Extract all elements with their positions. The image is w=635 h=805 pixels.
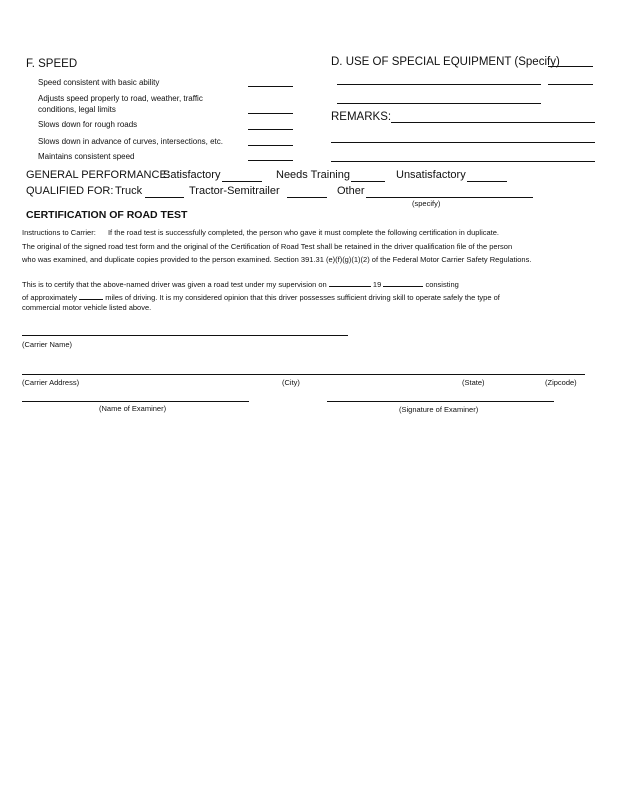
instructions-line-2: The original of the signed road test form and the original of the Certification of Road Test shall be retained in the driver qualification file of the person [22, 242, 513, 251]
speed-item-curves: Slows down in advance of curves, intersections, etc. [38, 137, 223, 146]
speed-blank-3[interactable] [248, 129, 293, 130]
examiner-signature-line[interactable] [327, 401, 554, 402]
special-equipment-title: D. USE OF SPECIAL EQUIPMENT (Specify) [331, 56, 560, 68]
needs-training-blank[interactable] [351, 181, 385, 182]
instructions-line-3: who was examined, and duplicate copies provided to the person examined. Section 391.31 (e)(f)(g)(1)(2) of the Federal Motor Carrier Safety Regulations. [22, 255, 532, 264]
certify-text-1b: 19 [372, 280, 382, 289]
speed-blank-4[interactable] [248, 145, 293, 146]
carrier-name-caption: (Carrier Name) [22, 340, 73, 349]
carrier-address-caption: (Carrier Address) [22, 378, 80, 387]
satisfactory-blank[interactable] [222, 181, 262, 182]
remarks-line-1[interactable] [391, 122, 595, 123]
road-test-date-blank[interactable] [329, 277, 371, 287]
remarks-line-2[interactable] [331, 142, 595, 143]
zipcode-caption: (Zipcode) [545, 378, 577, 387]
satisfactory-label: Satisfactory [163, 169, 221, 181]
speed-item-adjusts: Adjusts speed properly to road, weather, traffic [38, 94, 203, 103]
city-caption: (City) [282, 378, 300, 387]
speed-item-consistent: Maintains consistent speed [38, 152, 135, 161]
other-label: Other [337, 185, 365, 197]
examiner-signature-caption: (Signature of Examiner) [399, 405, 479, 414]
speed-section-title: F. SPEED [26, 58, 78, 70]
remarks-label: REMARKS: [331, 111, 392, 123]
speed-item-rough-roads: Slows down for rough roads [38, 120, 138, 129]
other-blank[interactable] [366, 197, 533, 198]
specify-caption: (specify) [412, 199, 441, 208]
special-equipment-blank-3[interactable] [337, 103, 541, 104]
road-test-year-blank[interactable] [383, 277, 423, 287]
special-equipment-blank-1[interactable] [337, 84, 541, 85]
special-equipment-blank-2[interactable] [548, 84, 593, 85]
special-equipment-blank-0[interactable] [548, 66, 593, 67]
certification-title: CERTIFICATION OF ROAD TEST [26, 209, 188, 221]
needs-training-label: Needs Training [276, 169, 350, 181]
truck-blank[interactable] [145, 197, 184, 198]
examiner-name-caption: (Name of Examiner) [99, 404, 167, 413]
certify-text-1c: consisting [425, 280, 459, 289]
carrier-address-line[interactable] [22, 374, 585, 375]
certify-text-1a: This is to certify that the above-named driver was given a road test under my supervision on [22, 280, 327, 289]
unsatisfactory-label: Unsatisfactory [396, 169, 466, 181]
speed-blank-2[interactable] [248, 113, 293, 114]
carrier-name-line[interactable] [22, 335, 348, 336]
speed-blank-1[interactable] [248, 86, 293, 87]
instructions-label: Instructions to Carrier: [22, 228, 96, 237]
tractor-semitrailer-label: Tractor-Semitrailer [189, 185, 280, 197]
certify-text-2a: of approximately [22, 293, 78, 302]
examiner-name-line[interactable] [22, 401, 249, 402]
tractor-blank[interactable] [287, 197, 327, 198]
remarks-line-3[interactable] [331, 161, 595, 162]
speed-blank-5[interactable] [248, 160, 293, 161]
certify-text-2b: miles of driving. It is my considered opinion that this driver possesses sufficient driving skill to operate safely the type of [105, 293, 500, 302]
general-performance-label: GENERAL PERFORMANCE: [26, 169, 170, 181]
qualified-for-label: QUALIFIED FOR: [26, 185, 114, 197]
state-caption: (State) [462, 378, 485, 387]
speed-item-adjusts-cont: conditions, legal limits [38, 105, 116, 114]
instructions-text-1: If the road test is successfully completed, the person who gave it must complete the following certification in duplicate. [107, 228, 500, 237]
instructions-line-1 [22, 226, 499, 240]
speed-item-basic-ability: Speed consistent with basic ability [38, 78, 160, 87]
miles-blank[interactable] [79, 290, 103, 300]
truck-label: Truck [115, 185, 143, 197]
unsatisfactory-blank[interactable] [467, 181, 507, 182]
certify-line-3: commercial motor vehicle listed above. [22, 303, 152, 312]
